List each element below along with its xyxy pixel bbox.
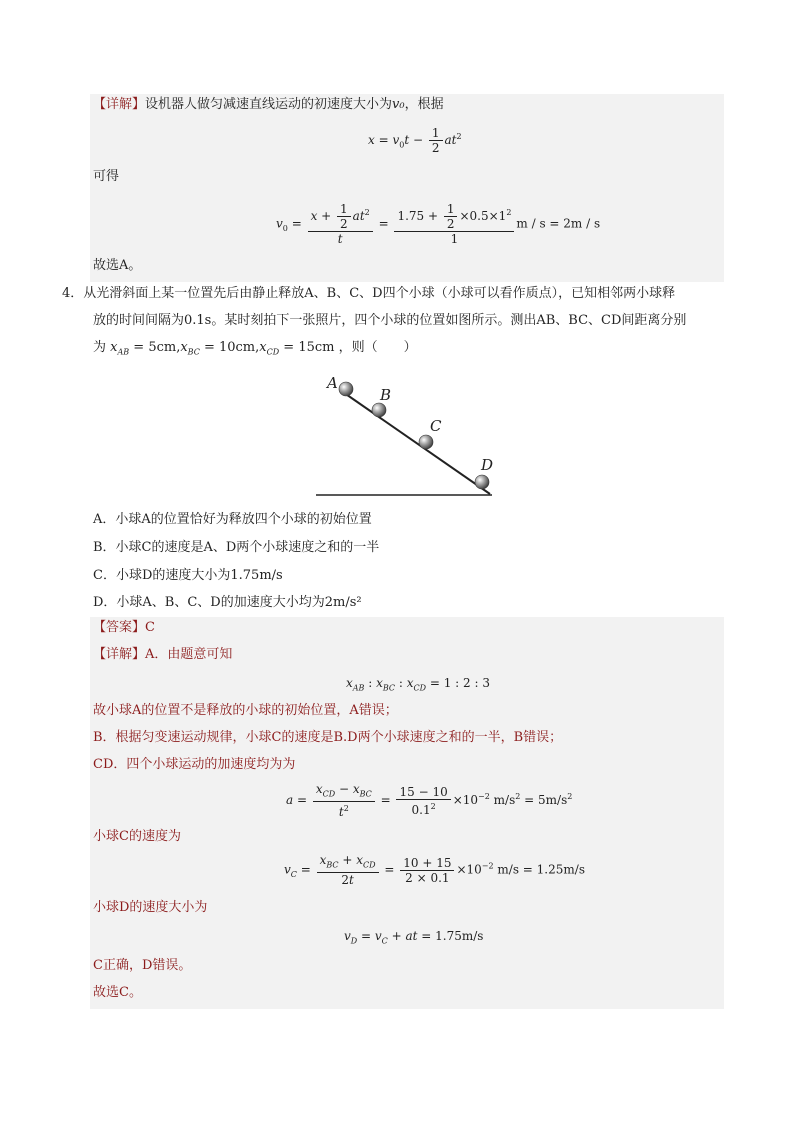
question-4-line-3: 为 $x_{AB} = 5cm,x_{BC} = 10cm,x_{CD} = 15cm$ ，则（ ） [93,340,417,357]
detail-line-1: 故小球A的位置不是释放的小球的初始位置，A错误； [93,703,398,718]
detail-line-5: 小球D的速度大小为 [93,900,208,915]
option-a: A．小球A的位置恰好为释放四个小球的初始位置 [93,512,372,527]
solution-line-3: 故选A。 [93,258,142,273]
option-c: C．小球D的速度大小为1.75m/s [93,568,283,583]
label-b: B [380,386,392,404]
answer-tag: 【答案】 [93,620,146,635]
option-b: B．小球C的速度是A、D两个小球速度之和的一半 [93,540,380,555]
question-4-line-1 [62,285,675,303]
detail-line-6: C正确，D错误。 [93,958,192,973]
ball-c [419,435,433,449]
label-d: D [481,456,494,474]
detail-a-text: A．由题意可知 [145,647,233,662]
solution-line-2: 可得 [93,169,120,184]
solution-line-1 [93,96,444,114]
ball-b [372,403,386,417]
detail-text: 设机器人做匀减速直线运动的初速度大小为 [145,97,393,112]
option-d: D．小球A、B、C、D的加速度大小均为2m/s² [93,595,362,610]
equation-displacement: $x = v_0t$ − $\frac{1}{2}$ $at^2$ [368,126,462,155]
question-number: 4． [62,286,84,301]
equation-v0: $v_0$ = x + $\frac{1}{2}$ $at^2$ t = 1.75 + $\frac{1}{2}$ $\times 0.5\times 1^2$ 1 m / s = 2m / s [276,202,601,246]
detail-tag: 【详解】 [93,97,146,112]
v0-symbol: v₀ [392,97,405,112]
ball-a [339,382,353,396]
ball-d [475,475,489,489]
equation-ratio: $x_{AB}$ : $x_{BC}$ : $x_{CD} = 1$ : 2 : 3 [346,676,490,693]
question-4-line-2: 放的时间间隔为0.1s。某时刻拍下一张照片，四个小球的位置如图所示。测出AB、BC、CD间距离分别 [93,313,687,328]
question-text-1: 从光滑斜面上某一位置先后由静止释放A、B、C、D四个小球（小球可以看作质点），已知相邻两小球释 [83,286,676,301]
equation-vd: $v_D = v_C$ + at = 1.75m/s [344,929,484,946]
detail-line-4: 小球C的速度为 [93,829,181,844]
detail-line-7: 故选C。 [93,985,142,1000]
equation-acceleration: a = $\frac{x_{CD} - x_{BC}}{t^2}$ = $\frac{15 - 10}{0.1^2}$ $\times 10^{-2}$ $m/s^2 = 5m/s^2$ [286,782,573,820]
label-a: A [327,374,338,392]
equation-vc: $v_C$ = $\frac{x_{BC} + x_{CD}}{2t}$ = $\frac{10 + 15}{2 \times 0.1}$ $\times 10^{-2}$ m/s = 1.25m/s [284,853,585,888]
detail-line-2: B．根据匀变速运动规律，小球C的速度是B.D两个小球速度之和的一半，B错误； [93,730,563,745]
answer-line [93,619,155,637]
answer-value: C [145,620,155,635]
detail-line-3: CD．四个小球运动的加速度均为为 [93,757,296,772]
detail-text-tail: ，根据 [404,97,444,112]
incline-figure [310,370,510,500]
label-c: C [430,417,442,435]
solution-box-1 [90,94,724,282]
detail-tag-2: 【详解】 [93,647,146,662]
detail-line-a [93,646,232,664]
incline-line [340,390,490,494]
